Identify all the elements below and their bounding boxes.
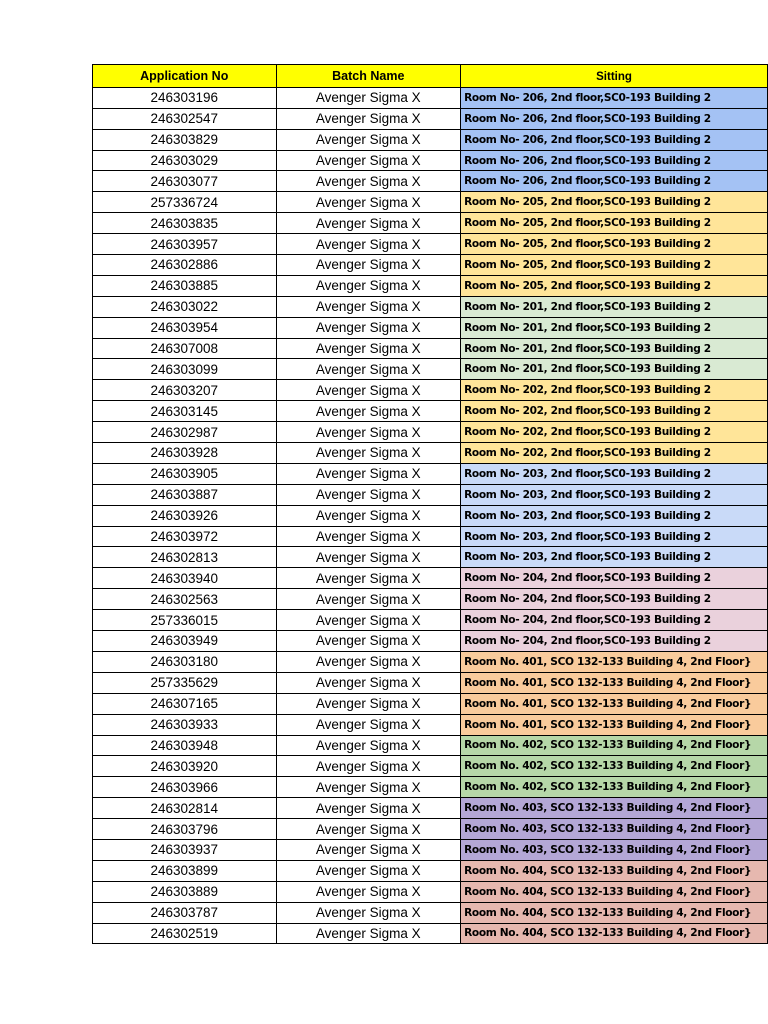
batch-name-cell: Avenger Sigma X [276,881,461,902]
sitting-cell: Room No- 204, 2nd floor,SC0-193 Building 2 [461,589,768,610]
sitting-cell: Room No. 404, SCO 132-133 Building 4, 2nd Floor} [461,881,768,902]
batch-name-cell: Avenger Sigma X [276,819,461,840]
batch-name-cell: Avenger Sigma X [276,87,461,108]
sitting-cell: Room No- 206, 2nd floor,SC0-193 Building 2 [461,171,768,192]
batch-name-cell: Avenger Sigma X [276,756,461,777]
table-header [93,65,768,88]
sitting-cell: Room No- 202, 2nd floor,SC0-193 Building 2 [461,422,768,443]
batch-name-cell: Avenger Sigma X [276,631,461,652]
table-row [93,380,768,401]
application-no-cell: 246303949 [93,631,277,652]
batch-name-cell: Avenger Sigma X [276,443,461,464]
batch-name-cell: Avenger Sigma X [276,672,461,693]
table-row [93,798,768,819]
header-application-no: Application No [93,65,277,88]
table-row [93,338,768,359]
sitting-cell: Room No- 204, 2nd floor,SC0-193 Building 2 [461,631,768,652]
batch-name-cell: Avenger Sigma X [276,296,461,317]
application-no-cell: 246303835 [93,213,277,234]
sitting-cell: Room No- 205, 2nd floor,SC0-193 Building 2 [461,192,768,213]
batch-name-cell: Avenger Sigma X [276,860,461,881]
application-no-cell: 246303885 [93,275,277,296]
table-row [93,234,768,255]
sitting-cell: Room No- 202, 2nd floor,SC0-193 Building 2 [461,380,768,401]
table-row [93,651,768,672]
sitting-cell: Room No- 203, 2nd floor,SC0-193 Building 2 [461,526,768,547]
batch-name-cell: Avenger Sigma X [276,255,461,276]
header-sitting: Sitting [461,65,768,88]
batch-name-cell: Avenger Sigma X [276,714,461,735]
table-row [93,150,768,171]
table-row [93,108,768,129]
application-no-cell: 246303029 [93,150,277,171]
batch-name-cell: Avenger Sigma X [276,380,461,401]
application-no-cell: 246303937 [93,839,277,860]
sitting-cell: Room No- 203, 2nd floor,SC0-193 Building 2 [461,484,768,505]
sitting-cell: Room No. 401, SCO 132-133 Building 4, 2nd Floor} [461,693,768,714]
application-no-cell: 246303972 [93,526,277,547]
table-row [93,275,768,296]
table-row [93,693,768,714]
table-row [93,839,768,860]
application-no-cell: 246303926 [93,505,277,526]
table-row [93,255,768,276]
application-no-cell: 246302519 [93,923,277,944]
application-no-cell: 257336724 [93,192,277,213]
batch-name-cell: Avenger Sigma X [276,505,461,526]
sitting-cell: Room No. 403, SCO 132-133 Building 4, 2nd Floor} [461,839,768,860]
table-row [93,463,768,484]
sitting-cell: Room No. 402, SCO 132-133 Building 4, 2nd Floor} [461,735,768,756]
application-no-cell: 246303196 [93,87,277,108]
batch-name-cell: Avenger Sigma X [276,735,461,756]
sitting-cell: Room No- 206, 2nd floor,SC0-193 Building 2 [461,87,768,108]
table-row [93,213,768,234]
sitting-cell: Room No. 401, SCO 132-133 Building 4, 2nd Floor} [461,651,768,672]
batch-name-cell: Avenger Sigma X [276,484,461,505]
table-row [93,714,768,735]
sitting-cell: Room No. 404, SCO 132-133 Building 4, 2nd Floor} [461,860,768,881]
batch-name-cell: Avenger Sigma X [276,108,461,129]
batch-name-cell: Avenger Sigma X [276,777,461,798]
sitting-cell: Room No- 201, 2nd floor,SC0-193 Building 2 [461,338,768,359]
application-no-cell: 246302814 [93,798,277,819]
table-row [93,881,768,902]
batch-name-cell: Avenger Sigma X [276,317,461,338]
batch-name-cell: Avenger Sigma X [276,275,461,296]
batch-name-cell: Avenger Sigma X [276,171,461,192]
table-row [93,589,768,610]
application-no-cell: 246302563 [93,589,277,610]
application-no-cell: 246303787 [93,902,277,923]
sitting-cell: Room No- 203, 2nd floor,SC0-193 Building 2 [461,505,768,526]
application-no-cell: 246303933 [93,714,277,735]
table-row [93,505,768,526]
batch-name-cell: Avenger Sigma X [276,547,461,568]
application-no-cell: 246303966 [93,777,277,798]
sitting-cell: Room No. 403, SCO 132-133 Building 4, 2nd Floor} [461,798,768,819]
sitting-cell: Room No- 204, 2nd floor,SC0-193 Building 2 [461,610,768,631]
application-no-cell: 246303022 [93,296,277,317]
sitting-cell: Room No. 401, SCO 132-133 Building 4, 2nd Floor} [461,714,768,735]
batch-name-cell: Avenger Sigma X [276,923,461,944]
sitting-cell: Room No. 401, SCO 132-133 Building 4, 2nd Floor} [461,672,768,693]
sitting-cell: Room No- 204, 2nd floor,SC0-193 Building 2 [461,568,768,589]
application-no-cell: 246303957 [93,234,277,255]
table-row [93,756,768,777]
batch-name-cell: Avenger Sigma X [276,338,461,359]
table-row [93,777,768,798]
batch-name-cell: Avenger Sigma X [276,463,461,484]
table-row [93,296,768,317]
application-no-cell: 246303928 [93,443,277,464]
sitting-cell: Room No. 403, SCO 132-133 Building 4, 2nd Floor} [461,819,768,840]
batch-name-cell: Avenger Sigma X [276,192,461,213]
batch-name-cell: Avenger Sigma X [276,610,461,631]
batch-name-cell: Avenger Sigma X [276,234,461,255]
table-row [93,317,768,338]
sitting-cell: Room No- 206, 2nd floor,SC0-193 Building 2 [461,129,768,150]
batch-name-cell: Avenger Sigma X [276,401,461,422]
table-row [93,129,768,150]
header-row [93,65,768,88]
sitting-cell: Room No. 402, SCO 132-133 Building 4, 2nd Floor} [461,777,768,798]
sitting-cell: Room No- 203, 2nd floor,SC0-193 Building 2 [461,463,768,484]
application-no-cell: 246303887 [93,484,277,505]
table-row [93,171,768,192]
application-no-cell: 246303077 [93,171,277,192]
batch-name-cell: Avenger Sigma X [276,213,461,234]
sitting-cell: Room No. 404, SCO 132-133 Building 4, 2nd Floor} [461,923,768,944]
application-no-cell: 257336015 [93,610,277,631]
batch-name-cell: Avenger Sigma X [276,526,461,547]
table-row [93,192,768,213]
batch-name-cell: Avenger Sigma X [276,422,461,443]
application-no-cell: 246303796 [93,819,277,840]
table-row [93,422,768,443]
application-no-cell: 257335629 [93,672,277,693]
sitting-cell: Room No- 205, 2nd floor,SC0-193 Building 2 [461,275,768,296]
table-row [93,610,768,631]
table-row [93,923,768,944]
sitting-cell: Room No- 201, 2nd floor,SC0-193 Building 2 [461,359,768,380]
sitting-cell: Room No. 402, SCO 132-133 Building 4, 2nd Floor} [461,756,768,777]
sitting-cell: Room No- 205, 2nd floor,SC0-193 Building 2 [461,213,768,234]
table-row [93,484,768,505]
table-row [93,359,768,380]
sitting-cell: Room No- 206, 2nd floor,SC0-193 Building 2 [461,108,768,129]
batch-name-cell: Avenger Sigma X [276,839,461,860]
batch-name-cell: Avenger Sigma X [276,589,461,610]
application-no-cell: 246307008 [93,338,277,359]
batch-name-cell: Avenger Sigma X [276,798,461,819]
application-no-cell: 246303145 [93,401,277,422]
sitting-cell: Room No- 201, 2nd floor,SC0-193 Building 2 [461,296,768,317]
application-no-cell: 246302547 [93,108,277,129]
sitting-cell: Room No- 206, 2nd floor,SC0-193 Building 2 [461,150,768,171]
sitting-cell: Room No- 202, 2nd floor,SC0-193 Building 2 [461,443,768,464]
application-no-cell: 246302987 [93,422,277,443]
application-no-cell: 246303905 [93,463,277,484]
application-no-cell: 246302886 [93,255,277,276]
table-row [93,87,768,108]
application-no-cell: 246303940 [93,568,277,589]
batch-name-cell: Avenger Sigma X [276,359,461,380]
sitting-cell: Room No- 203, 2nd floor,SC0-193 Building 2 [461,547,768,568]
header-batch-name: Batch Name [276,65,461,88]
table-row [93,735,768,756]
application-no-cell: 246303207 [93,380,277,401]
table-row [93,401,768,422]
table-row [93,443,768,464]
batch-name-cell: Avenger Sigma X [276,693,461,714]
batch-name-cell: Avenger Sigma X [276,150,461,171]
table-body [93,87,768,944]
table-row [93,819,768,840]
table-row [93,672,768,693]
sitting-cell: Room No. 404, SCO 132-133 Building 4, 2nd Floor} [461,902,768,923]
application-no-cell: 246307165 [93,693,277,714]
application-no-cell: 246303099 [93,359,277,380]
table-row [93,631,768,652]
seating-table [92,64,768,944]
sitting-cell: Room No- 205, 2nd floor,SC0-193 Building 2 [461,234,768,255]
application-no-cell: 246303920 [93,756,277,777]
application-no-cell: 246303899 [93,860,277,881]
table-row [93,547,768,568]
application-no-cell: 246303948 [93,735,277,756]
batch-name-cell: Avenger Sigma X [276,129,461,150]
table-row [93,902,768,923]
table-row [93,526,768,547]
application-no-cell: 246303829 [93,129,277,150]
application-no-cell: 246303889 [93,881,277,902]
table-row [93,860,768,881]
table-row [93,568,768,589]
batch-name-cell: Avenger Sigma X [276,651,461,672]
sitting-cell: Room No- 202, 2nd floor,SC0-193 Building 2 [461,401,768,422]
application-no-cell: 246303180 [93,651,277,672]
batch-name-cell: Avenger Sigma X [276,568,461,589]
sitting-cell: Room No- 205, 2nd floor,SC0-193 Building 2 [461,255,768,276]
application-no-cell: 246303954 [93,317,277,338]
application-no-cell: 246302813 [93,547,277,568]
sitting-cell: Room No- 201, 2nd floor,SC0-193 Building 2 [461,317,768,338]
batch-name-cell: Avenger Sigma X [276,902,461,923]
